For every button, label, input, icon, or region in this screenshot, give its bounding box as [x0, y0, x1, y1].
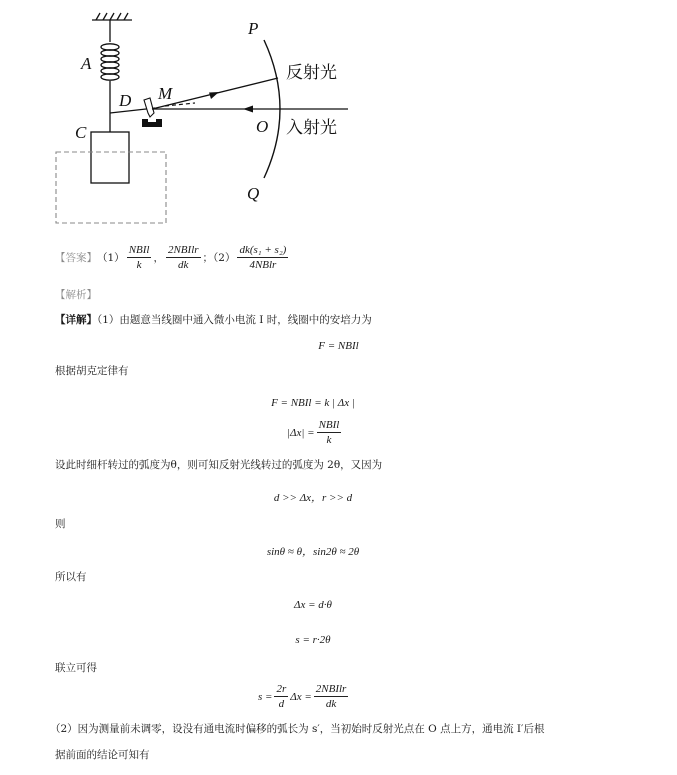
label-C: C: [75, 123, 87, 142]
answer-fraction-1: [127, 243, 152, 272]
denominator: d: [278, 698, 285, 710]
denominator: k: [136, 259, 142, 271]
numerator: NBIl: [318, 419, 340, 431]
label-incident-light: 入射光: [286, 118, 337, 138]
eq8-left: s =: [258, 690, 273, 703]
text-hooke-law: 根据胡克定律有: [55, 365, 129, 377]
numerator: NBIl: [128, 244, 150, 256]
coil-box-C: [91, 132, 129, 183]
equation-7: s = r·2θ: [295, 634, 331, 646]
equation-4: d >> Δx，r >> d: [273, 492, 353, 504]
eq3-fraction: [317, 418, 342, 447]
detail-text: （1）由题意当线圈中通入微小电流 I 时，线圈中的安培力为: [97, 314, 372, 326]
eq8-mid: Δx =: [290, 690, 312, 703]
text-part2: （2）因为测量前未调零，设没有通电流时偏移的弧长为 s′，当初始时反射光点在 O 点上方，通电流 I′后根: [50, 723, 545, 735]
equation-3: [287, 418, 343, 447]
denominator: k: [326, 434, 332, 446]
label-M: M: [158, 84, 173, 103]
separator: ，: [153, 251, 164, 264]
detail-tag: 【详解】: [55, 314, 97, 326]
detail-line-1: [55, 313, 372, 327]
denominator: dk: [178, 259, 189, 271]
label-O: O: [256, 117, 269, 136]
equation-2: F = NBIl = k | Δx |: [271, 397, 355, 409]
separator: ；（2）: [202, 251, 236, 264]
label-D: D: [119, 91, 132, 110]
answer-line: [55, 243, 290, 272]
label-A: A: [81, 54, 92, 73]
label-Q: Q: [247, 184, 260, 203]
text-combine: 联立可得: [55, 662, 97, 674]
physics-diagram: [40, 0, 380, 230]
text-then: 则: [55, 518, 66, 530]
denominator: 4NBlr: [249, 259, 277, 271]
numerator: 2NBIlr: [315, 683, 347, 695]
eq8-fraction-1: [274, 682, 288, 711]
answer-fraction-2: [166, 243, 201, 272]
answer-fraction-3: [237, 243, 288, 272]
eq8-fraction-2: [314, 682, 349, 711]
denominator: dk: [325, 698, 337, 710]
text-theta: 设此时细杆转过的弧度为θ，则可知反射光线转过的弧度为 2θ，又因为: [55, 459, 383, 471]
part1-prefix: （1）: [97, 251, 125, 264]
ceiling-support: [92, 13, 132, 20]
equation-8: [258, 682, 350, 711]
equation-1: F = NBIl: [318, 340, 359, 352]
label-reflected-light: 反射光: [286, 63, 337, 83]
answer-tag: 【答案】: [55, 251, 97, 264]
text-part2-cont: 据前面的结论可知有: [55, 749, 150, 761]
text-so: 所以有: [55, 571, 87, 583]
equation-6: Δx = d·θ: [294, 599, 332, 611]
label-P: P: [248, 19, 259, 38]
equation-5: sinθ ≈ θ，sin2θ ≈ 2θ: [266, 546, 360, 558]
numerator: dk(s₁ + s₂): [239, 244, 287, 256]
analysis-tag: 【解析】: [55, 289, 97, 301]
eq3-left: |Δx| =: [287, 426, 315, 439]
spring-A: [101, 44, 119, 80]
numerator: 2r: [276, 683, 287, 695]
numerator: 2NBIlr: [167, 244, 199, 256]
